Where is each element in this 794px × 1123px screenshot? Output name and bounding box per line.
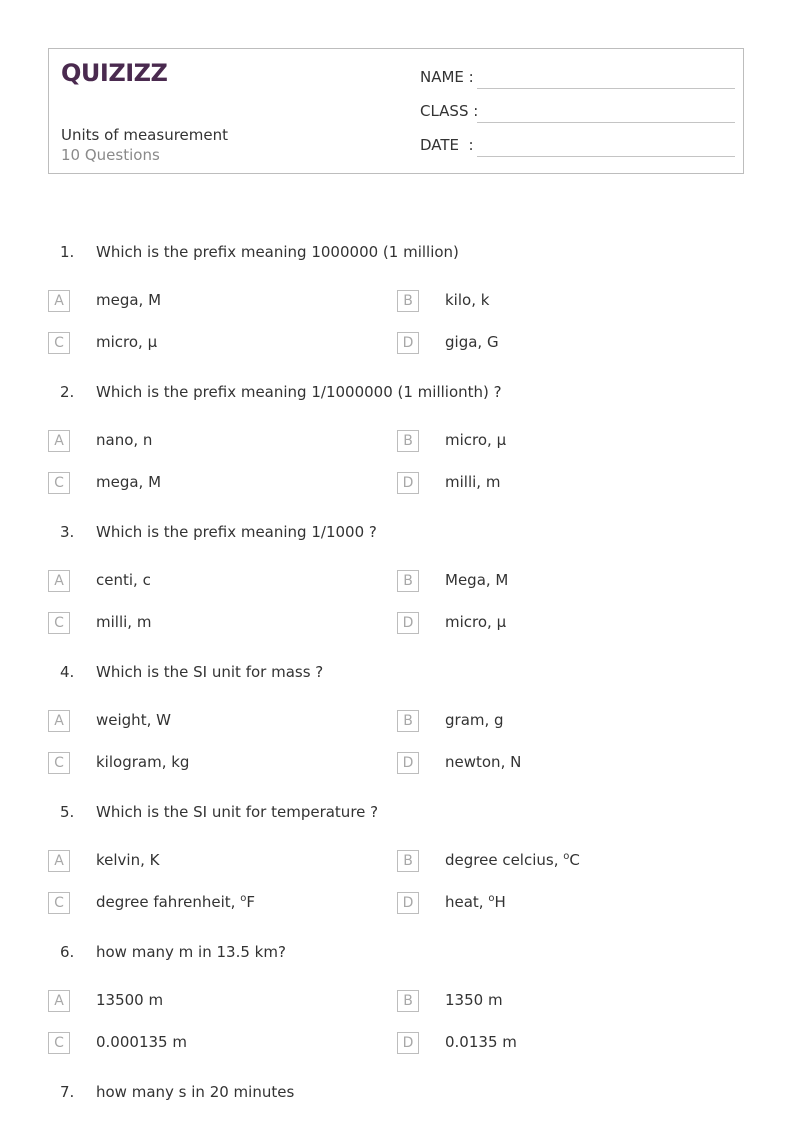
option-text bbox=[445, 711, 504, 729]
question-text: how many m in 13.5 km? bbox=[96, 943, 286, 961]
option-text bbox=[96, 291, 161, 309]
option-text bbox=[445, 613, 506, 631]
option-text bbox=[96, 753, 189, 771]
option-letter-box[interactable]: D bbox=[397, 332, 419, 354]
option-text bbox=[445, 1033, 517, 1051]
date-field[interactable] bbox=[420, 136, 735, 160]
option-c[interactable] bbox=[48, 752, 368, 776]
option-d[interactable] bbox=[397, 332, 717, 356]
date-label: DATE : bbox=[420, 136, 474, 154]
option-c[interactable] bbox=[48, 1032, 368, 1056]
question-text: Which is the prefix meaning 1/1000000 (1 millionth) ? bbox=[96, 383, 502, 401]
option-label: nano, n bbox=[96, 431, 153, 449]
question-number: 2. bbox=[60, 383, 75, 401]
option-label: degree celcius, bbox=[445, 851, 564, 869]
option-text bbox=[96, 711, 171, 729]
question-text: how many s in 20 minutes bbox=[96, 1083, 295, 1101]
degree-symbol: o bbox=[240, 893, 247, 904]
option-letter-box[interactable]: A bbox=[48, 570, 70, 592]
option-c[interactable] bbox=[48, 892, 368, 916]
option-text bbox=[445, 333, 499, 351]
option-c[interactable] bbox=[48, 332, 368, 356]
option-label: newton, N bbox=[445, 753, 522, 771]
option-label: heat, bbox=[445, 893, 489, 911]
option-letter-box[interactable]: A bbox=[48, 990, 70, 1012]
option-letter-box[interactable]: C bbox=[48, 1032, 70, 1054]
option-label: 0.000135 m bbox=[96, 1033, 187, 1051]
option-d[interactable] bbox=[397, 752, 717, 776]
option-label: micro, μ bbox=[96, 333, 158, 351]
option-letter-box[interactable]: B bbox=[397, 710, 419, 732]
name-field[interactable] bbox=[420, 68, 735, 92]
option-letter-box[interactable]: D bbox=[397, 612, 419, 634]
option-label: 1350 m bbox=[445, 991, 503, 1009]
option-text bbox=[96, 613, 151, 631]
option-label: milli, m bbox=[445, 473, 501, 491]
option-letter-box[interactable]: D bbox=[397, 1032, 419, 1054]
option-label: milli, m bbox=[96, 613, 152, 631]
unit-letter: H bbox=[494, 893, 506, 911]
question-text: Which is the prefix meaning 1000000 (1 million) bbox=[96, 243, 459, 261]
option-letter-box[interactable]: A bbox=[48, 710, 70, 732]
question-text: Which is the SI unit for temperature ? bbox=[96, 803, 379, 821]
option-label: mega, M bbox=[96, 473, 162, 491]
option-d[interactable] bbox=[397, 612, 717, 636]
option-text bbox=[96, 991, 163, 1009]
option-text bbox=[445, 893, 506, 911]
option-text bbox=[96, 333, 157, 351]
option-letter-box[interactable]: B bbox=[397, 570, 419, 592]
question-number: 4. bbox=[60, 663, 75, 681]
option-label: weight, W bbox=[96, 711, 171, 729]
option-label: 0.0135 m bbox=[445, 1033, 517, 1051]
option-label: kelvin, K bbox=[96, 851, 160, 869]
option-b[interactable] bbox=[397, 570, 717, 594]
option-text bbox=[96, 473, 161, 491]
name-line bbox=[477, 88, 735, 89]
option-c[interactable] bbox=[48, 612, 368, 636]
question-number: 6. bbox=[60, 943, 75, 961]
class-label: CLASS : bbox=[420, 102, 479, 120]
option-letter-box[interactable]: A bbox=[48, 850, 70, 872]
class-field[interactable] bbox=[420, 102, 735, 126]
option-a[interactable] bbox=[48, 990, 368, 1014]
option-letter-box[interactable]: D bbox=[397, 892, 419, 914]
question-number: 1. bbox=[60, 243, 75, 261]
option-letter-box[interactable]: A bbox=[48, 430, 70, 452]
option-text bbox=[445, 431, 506, 449]
option-d[interactable] bbox=[397, 892, 717, 916]
option-letter-box[interactable]: B bbox=[397, 430, 419, 452]
question-text: Which is the prefix meaning 1/1000 ? bbox=[96, 523, 377, 541]
option-text bbox=[445, 753, 521, 771]
option-b[interactable] bbox=[397, 290, 717, 314]
option-d[interactable] bbox=[397, 1032, 717, 1056]
question-number: 5. bbox=[60, 803, 75, 821]
option-label: gram, g bbox=[445, 711, 504, 729]
option-text bbox=[445, 473, 500, 491]
option-text bbox=[96, 571, 151, 589]
option-text bbox=[96, 851, 159, 869]
option-a[interactable] bbox=[48, 570, 368, 594]
question-count: 10 Questions bbox=[61, 146, 160, 164]
name-label: NAME : bbox=[420, 68, 474, 86]
option-b[interactable] bbox=[397, 430, 717, 454]
unit-letter: C bbox=[569, 851, 580, 869]
option-text bbox=[445, 991, 503, 1009]
option-label: micro, μ bbox=[445, 431, 507, 449]
option-label: degree fahrenheit, bbox=[96, 893, 241, 911]
option-text bbox=[445, 851, 580, 869]
option-b[interactable] bbox=[397, 850, 717, 874]
unit-letter: F bbox=[246, 893, 255, 911]
degree-symbol: o bbox=[488, 893, 495, 904]
option-label: Mega, M bbox=[445, 571, 509, 589]
quizizz-logo: QUIZIZZ bbox=[61, 59, 168, 87]
option-a[interactable] bbox=[48, 710, 368, 734]
option-text bbox=[96, 1033, 187, 1051]
question-number: 3. bbox=[60, 523, 75, 541]
option-label: kilogram, kg bbox=[96, 753, 190, 771]
option-letter-box[interactable]: B bbox=[397, 850, 419, 872]
option-text bbox=[445, 291, 489, 309]
option-letter-box[interactable]: A bbox=[48, 290, 70, 312]
option-a[interactable] bbox=[48, 290, 368, 314]
option-label: kilo, k bbox=[445, 291, 490, 309]
option-text bbox=[96, 431, 152, 449]
option-label: 13500 m bbox=[96, 991, 164, 1009]
quiz-title: Units of measurement bbox=[61, 126, 228, 144]
option-text bbox=[96, 893, 255, 911]
option-label: mega, M bbox=[96, 291, 162, 309]
degree-symbol: o bbox=[563, 851, 570, 862]
option-letter-box[interactable]: D bbox=[397, 752, 419, 774]
option-label: giga, G bbox=[445, 333, 499, 351]
option-text bbox=[445, 571, 508, 589]
option-letter-box[interactable]: C bbox=[48, 332, 70, 354]
option-letter-box[interactable]: C bbox=[48, 472, 70, 494]
option-b[interactable] bbox=[397, 710, 717, 734]
worksheet-header bbox=[48, 48, 744, 174]
option-a[interactable] bbox=[48, 430, 368, 454]
class-line bbox=[477, 122, 735, 123]
option-letter-box[interactable]: C bbox=[48, 752, 70, 774]
option-letter-box[interactable]: C bbox=[48, 892, 70, 914]
question-number: 7. bbox=[60, 1083, 75, 1101]
option-d[interactable] bbox=[397, 472, 717, 496]
question-text: Which is the SI unit for mass ? bbox=[96, 663, 324, 681]
option-label: micro, μ bbox=[445, 613, 507, 631]
option-c[interactable] bbox=[48, 472, 368, 496]
option-b[interactable] bbox=[397, 990, 717, 1014]
date-line bbox=[477, 156, 735, 157]
option-letter-box[interactable]: D bbox=[397, 472, 419, 494]
option-label: centi, c bbox=[96, 571, 151, 589]
option-letter-box[interactable]: C bbox=[48, 612, 70, 634]
option-a[interactable] bbox=[48, 850, 368, 874]
option-letter-box[interactable]: B bbox=[397, 290, 419, 312]
option-letter-box[interactable]: B bbox=[397, 990, 419, 1012]
